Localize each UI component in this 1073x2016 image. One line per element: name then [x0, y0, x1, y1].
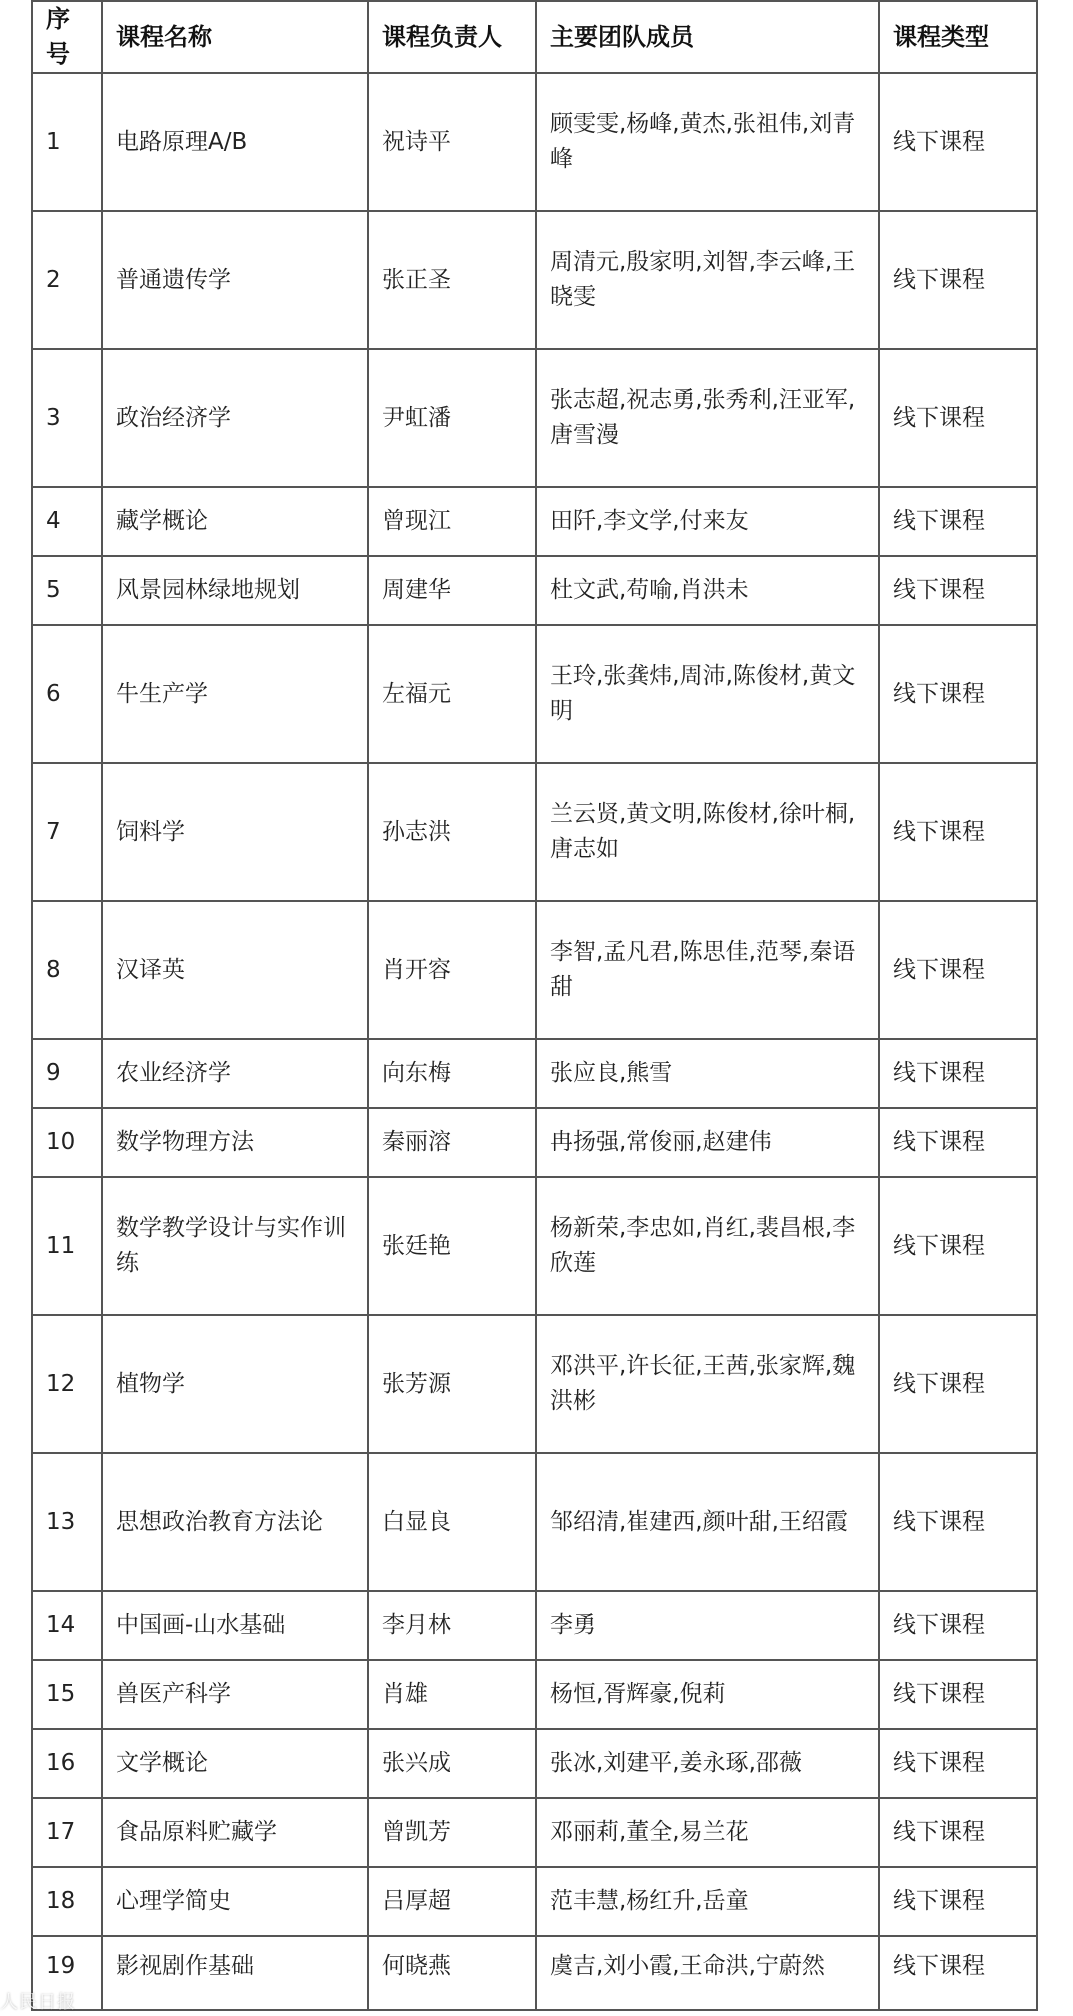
- table-row: [32, 1729, 1037, 1798]
- cell-course-lead: 白显良: [368, 1453, 536, 1591]
- cell-course-name: 牛生产学: [102, 625, 368, 763]
- cell-team-members: 周清元,殷家明,刘智,李云峰,王晓雯: [536, 211, 879, 349]
- cell-team-members: 冉扬强,常俊丽,赵建伟: [536, 1108, 879, 1177]
- cell-course-type: 线下课程: [879, 1591, 1037, 1660]
- table-row: [32, 1453, 1037, 1591]
- cell-course-name: 汉译英: [102, 901, 368, 1039]
- cell-no: 11: [32, 1177, 102, 1315]
- table-row: [32, 487, 1037, 556]
- cell-course-name: 思想政治教育方法论: [102, 1453, 368, 1591]
- cell-course-type: 线下课程: [879, 1660, 1037, 1729]
- table-row: [32, 1798, 1037, 1867]
- cell-course-type: 线下课程: [879, 487, 1037, 556]
- table-row: [32, 1108, 1037, 1177]
- cell-team-members: 张冰,刘建平,姜永琢,邵薇: [536, 1729, 879, 1798]
- header-row: [32, 1, 1037, 73]
- cell-team-members: 张应良,熊雪: [536, 1039, 879, 1108]
- cell-team-members: 邓丽莉,董全,易兰花: [536, 1798, 879, 1867]
- cell-course-lead: 祝诗平: [368, 73, 536, 211]
- header-no: 序号: [32, 1, 102, 73]
- cell-no: 12: [32, 1315, 102, 1453]
- cell-course-lead: 张兴成: [368, 1729, 536, 1798]
- cell-no: 3: [32, 349, 102, 487]
- cell-no: 2: [32, 211, 102, 349]
- cell-course-name: 藏学概论: [102, 487, 368, 556]
- cell-team-members: 兰云贤,黄文明,陈俊材,徐叶桐,唐志如: [536, 763, 879, 901]
- cell-course-name: 食品原料贮藏学: [102, 1798, 368, 1867]
- cell-course-lead: 张正圣: [368, 211, 536, 349]
- cell-course-type: 线下课程: [879, 1039, 1037, 1108]
- watermark: 人民日报: [0, 1992, 76, 2013]
- cell-no: 10: [32, 1108, 102, 1177]
- cell-course-name: 数学物理方法: [102, 1108, 368, 1177]
- cell-course-type: 线下课程: [879, 763, 1037, 901]
- table-row: [32, 1591, 1037, 1660]
- cell-course-name: 风景园林绿地规划: [102, 556, 368, 625]
- cell-team-members: 王玲,张龚炜,周沛,陈俊材,黄文明: [536, 625, 879, 763]
- cell-course-name: 数学教学设计与实作训练: [102, 1177, 368, 1315]
- header-course-name: 课程名称: [102, 1, 368, 73]
- cell-team-members: 邓洪平,许长征,王茜,张家辉,魏洪彬: [536, 1315, 879, 1453]
- header-team-members: 主要团队成员: [536, 1, 879, 73]
- cell-no: 9: [32, 1039, 102, 1108]
- table-row: [32, 1660, 1037, 1729]
- cell-team-members: 杨恒,胥辉豪,倪莉: [536, 1660, 879, 1729]
- cell-no: 6: [32, 625, 102, 763]
- cell-course-type: 线下课程: [879, 1867, 1037, 1936]
- cell-team-members: 田阡,李文学,付来友: [536, 487, 879, 556]
- cell-no: 4: [32, 487, 102, 556]
- cell-course-lead: 吕厚超: [368, 1867, 536, 1936]
- cell-team-members: 范丰慧,杨红升,岳童: [536, 1867, 879, 1936]
- cell-no: 8: [32, 901, 102, 1039]
- cell-course-type: 线下课程: [879, 1177, 1037, 1315]
- cell-no: 19: [32, 1936, 102, 2010]
- table-row: [32, 901, 1037, 1039]
- cell-course-name: 文学概论: [102, 1729, 368, 1798]
- cell-course-type: 线下课程: [879, 625, 1037, 763]
- cell-course-lead: 秦丽溶: [368, 1108, 536, 1177]
- table-row: [32, 211, 1037, 349]
- cell-team-members: 杜文武,苟喻,肖洪未: [536, 556, 879, 625]
- cell-course-type: 线下课程: [879, 556, 1037, 625]
- cell-course-type: 线下课程: [879, 1315, 1037, 1453]
- cell-course-lead: 向东梅: [368, 1039, 536, 1108]
- cell-course-lead: 肖开容: [368, 901, 536, 1039]
- cell-course-name: 植物学: [102, 1315, 368, 1453]
- cell-no: 1: [32, 73, 102, 211]
- table-row: [32, 1936, 1037, 2010]
- cell-course-lead: 周建华: [368, 556, 536, 625]
- cell-team-members: 虞吉,刘小霞,王命洪,宁蔚然: [536, 1936, 879, 2010]
- cell-course-lead: 李月林: [368, 1591, 536, 1660]
- table-row: [32, 763, 1037, 901]
- table-row: [32, 556, 1037, 625]
- cell-course-lead: 左福元: [368, 625, 536, 763]
- cell-course-type: 线下课程: [879, 1453, 1037, 1591]
- cell-team-members: 邹绍清,崔建西,颜叶甜,王绍霞: [536, 1453, 879, 1591]
- cell-course-type: 线下课程: [879, 901, 1037, 1039]
- cell-no: 14: [32, 1591, 102, 1660]
- header-course-type: 课程类型: [879, 1, 1037, 73]
- cell-team-members: 张志超,祝志勇,张秀利,汪亚军,唐雪漫: [536, 349, 879, 487]
- table-row: [32, 1315, 1037, 1453]
- cell-no: 16: [32, 1729, 102, 1798]
- cell-course-type: 线下课程: [879, 1108, 1037, 1177]
- cell-course-lead: 尹虹潘: [368, 349, 536, 487]
- cell-team-members: 李智,孟凡君,陈思佳,范琴,秦语甜: [536, 901, 879, 1039]
- cell-team-members: 顾雯雯,杨峰,黄杰,张祖伟,刘青峰: [536, 73, 879, 211]
- cell-course-name: 中国画-山水基础: [102, 1591, 368, 1660]
- cell-no: 15: [32, 1660, 102, 1729]
- cell-no: 18: [32, 1867, 102, 1936]
- cell-course-type: 线下课程: [879, 1798, 1037, 1867]
- cell-team-members: 李勇: [536, 1591, 879, 1660]
- cell-no: 17: [32, 1798, 102, 1867]
- cell-team-members: 杨新荣,李忠如,肖红,裴昌根,李欣莲: [536, 1177, 879, 1315]
- table-row: [32, 625, 1037, 763]
- cell-course-lead: 曾现江: [368, 487, 536, 556]
- cell-course-lead: 何晓燕: [368, 1936, 536, 2010]
- cell-no: 13: [32, 1453, 102, 1591]
- cell-course-name: 兽医产科学: [102, 1660, 368, 1729]
- table-row: [32, 349, 1037, 487]
- cell-course-name: 心理学简史: [102, 1867, 368, 1936]
- cell-course-lead: 张廷艳: [368, 1177, 536, 1315]
- cell-course-type: 线下课程: [879, 1936, 1037, 2010]
- cell-course-type: 线下课程: [879, 211, 1037, 349]
- header-course-lead: 课程负责人: [368, 1, 536, 73]
- cell-course-name: 普通遗传学: [102, 211, 368, 349]
- cell-course-name: 政治经济学: [102, 349, 368, 487]
- cell-course-lead: 肖雄: [368, 1660, 536, 1729]
- cell-course-type: 线下课程: [879, 73, 1037, 211]
- table-row: [32, 1177, 1037, 1315]
- cell-course-type: 线下课程: [879, 349, 1037, 487]
- course-table: [31, 0, 1038, 2011]
- cell-course-name: 影视剧作基础: [102, 1936, 368, 2010]
- cell-no: 5: [32, 556, 102, 625]
- table-row: [32, 1039, 1037, 1108]
- cell-course-name: 农业经济学: [102, 1039, 368, 1108]
- cell-course-name: 饲料学: [102, 763, 368, 901]
- cell-course-lead: 张芳源: [368, 1315, 536, 1453]
- table-row: [32, 1867, 1037, 1936]
- cell-no: 7: [32, 763, 102, 901]
- cell-course-lead: 孙志洪: [368, 763, 536, 901]
- cell-course-lead: 曾凯芳: [368, 1798, 536, 1867]
- cell-course-type: 线下课程: [879, 1729, 1037, 1798]
- cell-course-name: 电路原理A/B: [102, 73, 368, 211]
- table-row: [32, 73, 1037, 211]
